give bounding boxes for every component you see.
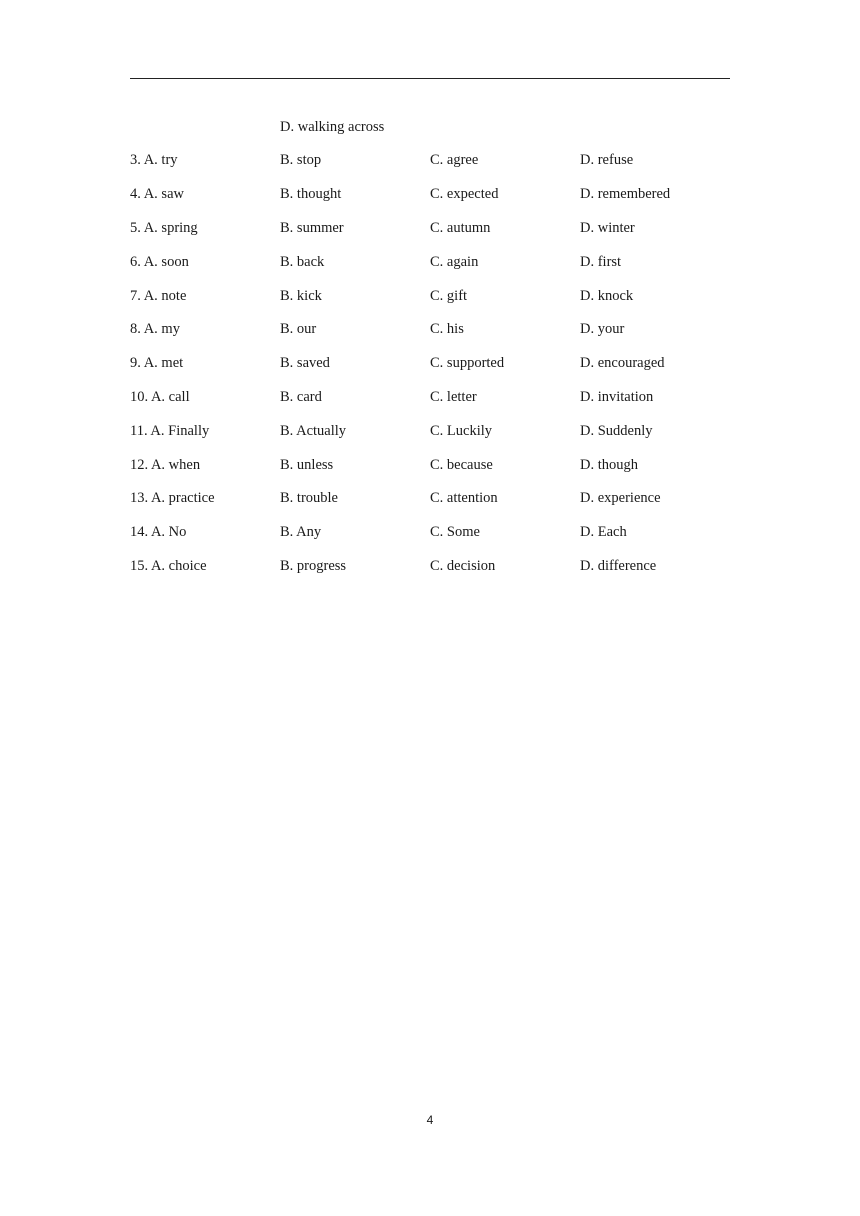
option-cell: 7. A. note <box>130 287 187 304</box>
option-cell: B. saved <box>280 355 330 372</box>
option-cell: B. progress <box>280 558 347 574</box>
option-row <box>130 144 730 178</box>
option-cell: B. thought <box>280 186 342 203</box>
option-cell: B. unless <box>280 456 334 473</box>
option-cell: C. again <box>430 253 479 270</box>
option-cell: 12. A. when <box>130 456 201 473</box>
option-cell: C. agree <box>430 152 479 169</box>
option-cell: B. card <box>280 389 322 406</box>
option-cell: 9. A. met <box>130 355 184 372</box>
option-row <box>130 482 730 516</box>
option-cell: 14. A. No <box>130 524 187 541</box>
option-cell: D. walking across <box>280 118 385 135</box>
option-cell: D. Each <box>580 524 627 541</box>
option-cell: 11. A. Finally <box>130 422 210 439</box>
option-cell: D. Suddenly <box>580 422 653 439</box>
option-cell: C. autumn <box>430 220 491 237</box>
option-cell: B. our <box>280 321 317 338</box>
option-row <box>130 549 730 583</box>
option-row <box>130 211 730 245</box>
option-cell: B. trouble <box>280 490 338 507</box>
option-cell: C. expected <box>430 186 499 203</box>
option-row <box>130 313 730 347</box>
option-cell: B. kick <box>280 287 322 304</box>
page-number: 4 <box>426 1113 434 1127</box>
option-cell: D. your <box>580 321 625 338</box>
answer-options-table <box>130 110 730 583</box>
option-cell: C. because <box>430 456 493 473</box>
option-cell: C. Luckily <box>430 422 493 439</box>
option-row <box>130 380 730 414</box>
option-cell: C. supported <box>430 355 505 372</box>
option-cell: 8. A. my <box>130 321 180 338</box>
option-cell: 15. A. choice <box>130 558 207 574</box>
option-cell: 13. A. practice <box>130 490 215 507</box>
option-cell: C. decision <box>430 558 496 574</box>
option-cell: D. encouraged <box>580 355 665 372</box>
option-cell: D. though <box>580 456 638 473</box>
option-cell: 10. A. call <box>130 389 190 406</box>
option-row <box>130 347 730 381</box>
option-cell: 5. A. spring <box>130 220 198 237</box>
option-cell: 4. A. saw <box>130 186 184 203</box>
option-cell: D. first <box>580 253 622 270</box>
option-cell: B. summer <box>280 220 344 237</box>
option-cell: D. difference <box>580 558 657 574</box>
option-row <box>130 448 730 482</box>
option-cell: C. his <box>430 321 464 338</box>
option-row <box>130 279 730 313</box>
option-row <box>130 245 730 279</box>
option-cell: B. Any <box>280 524 322 541</box>
option-cell: C. letter <box>430 389 477 406</box>
option-cell: C. gift <box>430 287 468 304</box>
option-cell: D. remembered <box>580 186 671 203</box>
option-row <box>130 178 730 212</box>
option-cell: B. stop <box>280 152 322 169</box>
option-cell: D. refuse <box>580 152 634 169</box>
option-cell: B. Actually <box>280 422 347 439</box>
header-rule <box>130 78 730 79</box>
option-row <box>130 414 730 448</box>
option-cell: D. invitation <box>580 389 654 406</box>
option-cell: D. experience <box>580 490 661 507</box>
option-cell: 6. A. soon <box>130 253 189 270</box>
option-cell: C. attention <box>430 490 498 507</box>
option-row <box>130 110 730 144</box>
option-cell: C. Some <box>430 524 480 541</box>
option-cell: B. back <box>280 253 325 270</box>
option-cell: D. winter <box>580 220 635 237</box>
option-cell: 3. A. try <box>130 152 178 169</box>
option-cell: D. knock <box>580 287 634 304</box>
option-row <box>130 516 730 550</box>
